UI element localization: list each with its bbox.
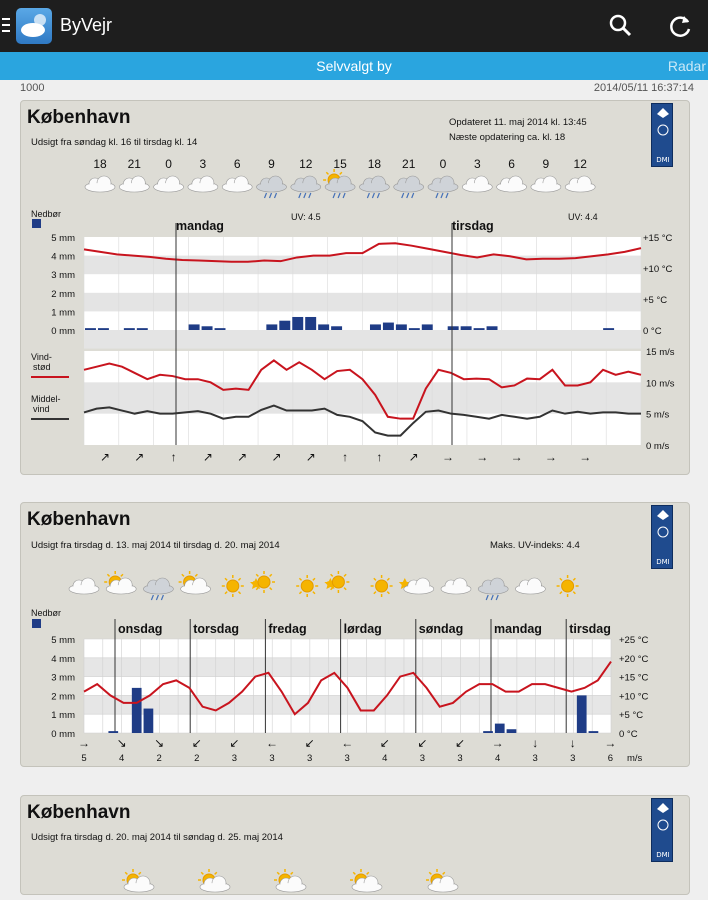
sun-cloud-rain-icon: [323, 169, 355, 198]
hour-label: 18: [367, 157, 382, 171]
wind-direction-arrow: →: [442, 450, 454, 464]
precip-bar: [331, 326, 342, 330]
hour-label: 0: [439, 157, 447, 171]
wind-speed: 3: [344, 753, 350, 764]
search-icon[interactable]: [607, 12, 635, 40]
precip-bar: [495, 724, 505, 733]
sun-cloud-icon: [426, 869, 458, 892]
wind-speed: 4: [382, 753, 388, 764]
hour-label: 12: [573, 157, 587, 171]
forecast-period: Udsigt fra tirsdag d. 20. maj 2014 til søndag d. 25. maj 2014: [31, 832, 283, 843]
precip-bar: [137, 328, 148, 330]
wind-speed: 3: [269, 753, 275, 764]
temp-tick: +15 °C: [619, 672, 649, 684]
precip-tick: 0 mm: [51, 729, 75, 740]
updated-text: Opdateret 11. maj 2014 kl. 13:45: [449, 117, 587, 128]
precip-tick: 0 mm: [51, 326, 75, 337]
precip-bar: [108, 731, 118, 733]
wind-speed: 3: [570, 753, 576, 764]
cloud-icon: [565, 176, 595, 192]
precip-tick: 5 mm: [51, 233, 75, 244]
station-id: 1000: [20, 82, 45, 94]
next-update-text: Næste opdatering ca. kl. 18: [449, 132, 566, 143]
city-name: København: [27, 107, 131, 128]
hour-label: 0: [165, 157, 172, 171]
wind-speed: 4: [118, 753, 125, 764]
forecast-7day-panel[interactable]: [20, 502, 690, 767]
hour-label: 21: [402, 157, 416, 171]
uv-index: Maks. UV-indeks: 4.4: [490, 540, 580, 551]
wind-direction-arrow: ↓: [532, 736, 539, 750]
wind-direction-arrow: ↙: [191, 736, 202, 750]
app-bar: [0, 0, 708, 52]
hour-label: 3: [473, 157, 481, 171]
gust-legend: stød: [33, 362, 51, 372]
precip-tick: 3 mm: [51, 270, 75, 282]
cloud-icon: [188, 176, 218, 192]
precip-tick: 1 mm: [51, 710, 75, 722]
svg-text:DMI: DMI: [656, 156, 670, 164]
precip-bar: [305, 317, 316, 330]
sun-cloud-icon: [274, 869, 306, 892]
hour-label: 12: [299, 157, 313, 171]
wind-speed: 4: [494, 753, 501, 764]
hour-label: 21: [127, 157, 141, 171]
wind-direction-arrow: ↗: [271, 450, 282, 464]
hour-label: 18: [93, 157, 107, 171]
precip-bar: [266, 324, 277, 330]
precip-bar: [448, 326, 459, 330]
precip-bar: [370, 324, 381, 330]
temp-tick: 0 °C: [619, 729, 638, 740]
precip-tick: 1 mm: [51, 307, 75, 319]
day-label: torsdag: [193, 622, 240, 636]
wind-speed: 2: [194, 753, 200, 764]
rain-cloud-icon: [359, 176, 389, 198]
cloud-icon: [154, 176, 184, 192]
precip-tick: 4 mm: [51, 653, 75, 665]
precip-bar: [318, 324, 329, 330]
sun-cloud-icon: [122, 869, 154, 892]
precip-bar: [202, 326, 213, 330]
wind-tick: 15 m/s: [646, 347, 675, 358]
cloud-icon: [69, 578, 99, 594]
wind-speed: 3: [306, 753, 313, 764]
chart-7day: [21, 503, 691, 768]
grid-band: [84, 330, 641, 349]
wind-direction-arrow: →: [78, 736, 90, 750]
precip-legend-label: Nedbør: [31, 608, 62, 618]
location-bar: [0, 52, 708, 80]
uv-label: UV: 4.5: [291, 212, 321, 222]
city-name: København: [27, 802, 131, 823]
wind-direction-arrow: ↗: [305, 450, 316, 464]
precip-bar: [98, 328, 109, 330]
menu-icon[interactable]: [0, 14, 12, 36]
chart-48h: [21, 101, 691, 476]
wind-direction-arrow: ↗: [99, 450, 111, 464]
sun-icon: [296, 575, 318, 597]
precip-legend-swatch: [32, 219, 41, 228]
wind-tick: 5 m/s: [646, 409, 670, 421]
sun-cloud-icon: [198, 869, 230, 892]
wind-direction-arrow: →: [491, 736, 504, 750]
hour-label: 6: [508, 157, 515, 171]
rain-cloud-icon: [257, 176, 287, 198]
mean-legend: Middel-: [31, 394, 61, 404]
day-label: lørdag: [343, 622, 382, 636]
temp-tick: +10 °C: [619, 691, 649, 703]
app-logo-icon[interactable]: [16, 8, 52, 44]
precip-bar: [577, 695, 587, 733]
temp-tick: +5 °C: [619, 710, 644, 722]
temp-tick: +15 °C: [643, 233, 673, 244]
hour-label: 6: [233, 157, 241, 171]
precip-bar: [422, 324, 433, 330]
precip-bar: [85, 328, 96, 330]
star-sun-icon: [324, 571, 349, 593]
rain-cloud-icon: [143, 578, 173, 600]
forecast-extended-panel[interactable]: [20, 795, 690, 895]
wind-direction-arrow: →: [510, 450, 523, 464]
precip-legend-swatch: [32, 619, 41, 628]
precip-bar: [483, 731, 493, 733]
wind-direction-arrow: ↑: [342, 450, 349, 464]
hour-label: 9: [268, 157, 275, 171]
precip-tick: 2 mm: [51, 288, 75, 300]
day-label: søndag: [418, 622, 464, 636]
precip-bar: [507, 729, 517, 733]
sun-cloud-icon: [104, 571, 136, 594]
precip-bar: [603, 328, 614, 330]
wind-speed: 5: [81, 753, 87, 764]
sun-cloud-icon: [179, 571, 211, 594]
status-line: [0, 82, 708, 96]
wind-direction-arrow: ↗: [237, 450, 248, 464]
wind-direction-arrow: ↗: [202, 450, 213, 464]
location-title[interactable]: Selvvalgt by: [316, 58, 392, 74]
cloud-icon: [441, 578, 471, 594]
rain-cloud-icon: [478, 578, 508, 600]
precip-bar: [279, 321, 290, 330]
wind-direction-arrow: ←: [266, 736, 278, 750]
wind-direction-arrow: ↙: [454, 736, 466, 750]
precip-bar: [461, 326, 472, 330]
wind-direction-arrow: ↘: [154, 736, 165, 750]
cloud-icon: [119, 176, 149, 192]
svg-text:DMI: DMI: [656, 851, 670, 859]
app-title: ByVejr: [60, 15, 113, 35]
cloud-icon: [222, 176, 252, 192]
precip-tick: 4 mm: [51, 251, 75, 263]
hour-label: 15: [333, 157, 347, 171]
wind-direction-arrow: ↘: [116, 736, 127, 750]
wind-unit: m/s: [627, 753, 643, 764]
refresh-icon[interactable]: [666, 12, 694, 40]
wind-direction-arrow: →: [604, 736, 617, 750]
timestamp: 2014/05/11 16:37:14: [593, 82, 694, 94]
precip-bar: [487, 326, 498, 330]
wind-tick: 10 m/s: [646, 378, 675, 390]
wind-speed: 3: [419, 753, 426, 764]
star-sun-icon: [250, 571, 275, 593]
sun-icon: [371, 575, 393, 597]
precip-bar: [132, 688, 142, 733]
rain-cloud-icon: [428, 176, 458, 198]
temp-tick: +25 °C: [619, 635, 649, 646]
wind-direction-arrow: ↗: [408, 450, 419, 464]
precip-bar: [396, 324, 407, 330]
sun-cloud-icon: [350, 869, 382, 892]
precip-bar: [409, 328, 420, 330]
star-cloud-icon: [399, 578, 434, 594]
cloud-icon: [531, 176, 561, 192]
rain-cloud-icon: [291, 176, 321, 198]
cloud-icon: [515, 578, 545, 594]
svg-text:DMI: DMI: [656, 558, 670, 566]
temp-tick: 0 °C: [643, 326, 662, 337]
wind-direction-arrow: ↙: [229, 736, 240, 750]
wind-direction-arrow: ↑: [170, 450, 177, 464]
precip-tick: 5 mm: [51, 635, 75, 646]
precip-bar: [474, 328, 485, 330]
day-label: mandag: [494, 622, 542, 636]
precip-bar: [383, 323, 394, 330]
wind-direction-arrow: ↓: [569, 736, 576, 750]
wind-tick: 0 m/s: [646, 441, 670, 452]
wind-speed: 3: [231, 753, 238, 764]
precip-bar: [189, 324, 200, 330]
wind-direction-arrow: →: [544, 450, 557, 464]
day-label: tirsdag: [569, 622, 611, 636]
wind-direction-arrow: ←: [341, 736, 354, 750]
sun-icon: [557, 575, 579, 597]
hour-label: 9: [542, 157, 550, 171]
wind-direction-arrow: ↗: [134, 450, 145, 464]
precip-bar: [215, 328, 226, 330]
day-label: onsdag: [118, 622, 163, 636]
day-label: tirsdag: [452, 219, 494, 233]
precip-bar: [144, 709, 154, 733]
rain-cloud-icon: [394, 176, 424, 198]
cloud-icon: [85, 176, 115, 192]
gust-legend: Vind-: [31, 352, 52, 362]
wind-speed: 3: [457, 753, 463, 764]
forecast-period: Udsigt fra tirsdag d. 13. maj 2014 til tirsdag d. 20. maj 2014: [31, 540, 280, 551]
wind-direction-arrow: →: [476, 450, 489, 464]
tab-radar[interactable]: Radar: [667, 58, 706, 74]
wind-direction-arrow: →: [579, 450, 592, 464]
mean-legend: vind: [33, 404, 50, 414]
temp-tick: +5 °C: [643, 295, 668, 306]
precip-bar: [124, 328, 135, 330]
wind-direction-arrow: ↙: [417, 736, 428, 750]
hour-label: 3: [199, 157, 207, 171]
wind-direction-arrow: ↙: [304, 736, 315, 750]
temp-tick: +10 °C: [643, 264, 673, 275]
forecast-period: Udsigt fra søndag kl. 16 til tirsdag kl. 14: [31, 137, 198, 148]
precip-bar: [589, 731, 599, 733]
wind-speed: 3: [532, 753, 538, 764]
wind-direction-arrow: ↙: [379, 736, 390, 750]
cloud-icon: [497, 176, 527, 192]
wind-direction-arrow: ↑: [376, 450, 383, 464]
wind-speed: 2: [156, 753, 162, 764]
precip-bar: [292, 317, 303, 330]
sun-icon: [222, 575, 244, 597]
precip-legend-label: Nedbør: [31, 209, 62, 219]
temp-tick: +20 °C: [619, 653, 649, 665]
day-label: mandag: [176, 219, 224, 233]
weather-icons-row: [21, 796, 691, 896]
precip-tick: 2 mm: [51, 691, 75, 703]
city-name: København: [27, 509, 131, 530]
cloud-icon: [462, 176, 492, 192]
uv-label: UV: 4.4: [568, 212, 598, 222]
wind-speed: 6: [607, 753, 614, 764]
forecast-48h-panel[interactable]: [20, 100, 690, 475]
day-label: fredag: [268, 622, 307, 636]
precip-tick: 3 mm: [51, 672, 75, 684]
